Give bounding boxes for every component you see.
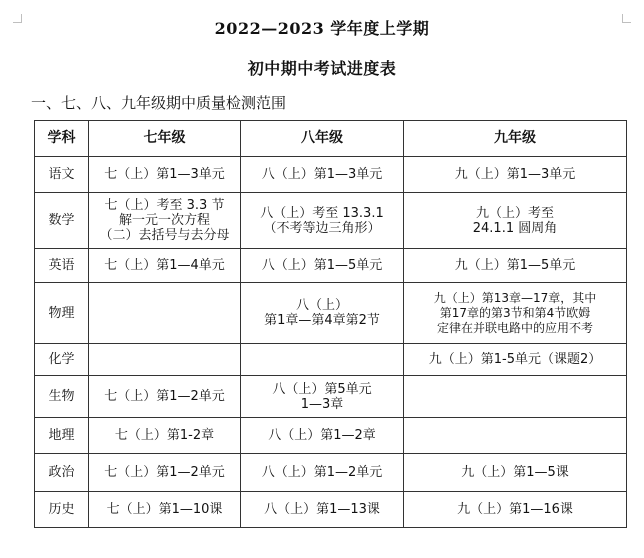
subject-cell: 生物	[35, 376, 89, 418]
grade8-cell: 八（上）第1—13课	[241, 492, 404, 528]
table-row	[35, 249, 627, 283]
table-row	[35, 454, 627, 492]
header-grade7: 七年级	[89, 121, 241, 157]
table-row	[35, 283, 627, 344]
grade9-cell: 九（上）第13章—17章，其中 第17章的第3节和第4节欧姆 定律在并联电路中的应用不考	[404, 283, 627, 344]
table-header-row	[35, 121, 627, 157]
grade7-cell	[89, 283, 241, 344]
table-row	[35, 418, 627, 454]
table-row	[35, 193, 627, 249]
grade8-cell: 八（上）第1—5单元	[241, 249, 404, 283]
grade7-cell: 七（上）第1—3单元	[89, 157, 241, 193]
document-subtitle: 初中期中考试进度表	[247, 59, 397, 78]
document-title: 2022—2023 学年度上学期	[214, 19, 430, 38]
grade7-cell: 七（上）第1-2章	[89, 418, 241, 454]
grade8-cell: 八（上）第1—2章	[241, 418, 404, 454]
grade7-cell	[89, 344, 241, 376]
grade9-cell: 九（上）第1—16课	[404, 492, 627, 528]
grade7-cell: 七（上）第1—4单元	[89, 249, 241, 283]
grade8-cell: 八（上） 第1章—第4章第2节	[241, 283, 404, 344]
subject-cell: 化学	[35, 344, 89, 376]
subject-cell: 物理	[35, 283, 89, 344]
subject-cell: 地理	[35, 418, 89, 454]
grade8-cell: 八（上）考至 13.3.1 （不考等边三角形）	[241, 193, 404, 249]
header-grade9: 九年级	[404, 121, 627, 157]
subject-cell: 政治	[35, 454, 89, 492]
grade8-cell: 八（上）第1—3单元	[241, 157, 404, 193]
grade9-cell: 九（上）第1-5单元（课题2）	[404, 344, 627, 376]
header-grade8: 八年级	[241, 121, 404, 157]
section-heading: 一、七、八、九年级期中质量检测范围	[31, 94, 287, 112]
subject-cell: 历史	[35, 492, 89, 528]
grade8-cell	[241, 344, 404, 376]
subject-cell: 英语	[35, 249, 89, 283]
grade8-cell: 八（上）第5单元 1—3章	[241, 376, 404, 418]
grade9-cell: 九（上）考至 24.1.1 圆周角	[404, 193, 627, 249]
exam-scope-table	[34, 120, 627, 528]
table-row	[35, 157, 627, 193]
grade7-cell: 七（上）考至 3.3 节 解一元一次方程 （二）去括号与去分母	[89, 193, 241, 249]
table-row	[35, 492, 627, 528]
grade9-cell	[404, 418, 627, 454]
subject-cell: 语文	[35, 157, 89, 193]
grade7-cell: 七（上）第1—2单元	[89, 454, 241, 492]
grade7-cell: 七（上）第1—2单元	[89, 376, 241, 418]
subject-cell: 数学	[35, 193, 89, 249]
grade8-cell: 八（上）第1—2单元	[241, 454, 404, 492]
grade9-cell: 九（上）第1—5课	[404, 454, 627, 492]
grade9-cell: 九（上）第1—5单元	[404, 249, 627, 283]
header-subject: 学科	[35, 121, 89, 157]
table-row	[35, 376, 627, 418]
grade9-cell: 九（上）第1—3单元	[404, 157, 627, 193]
grade9-cell	[404, 376, 627, 418]
table-row	[35, 344, 627, 376]
grade7-cell: 七（上）第1—10课	[89, 492, 241, 528]
